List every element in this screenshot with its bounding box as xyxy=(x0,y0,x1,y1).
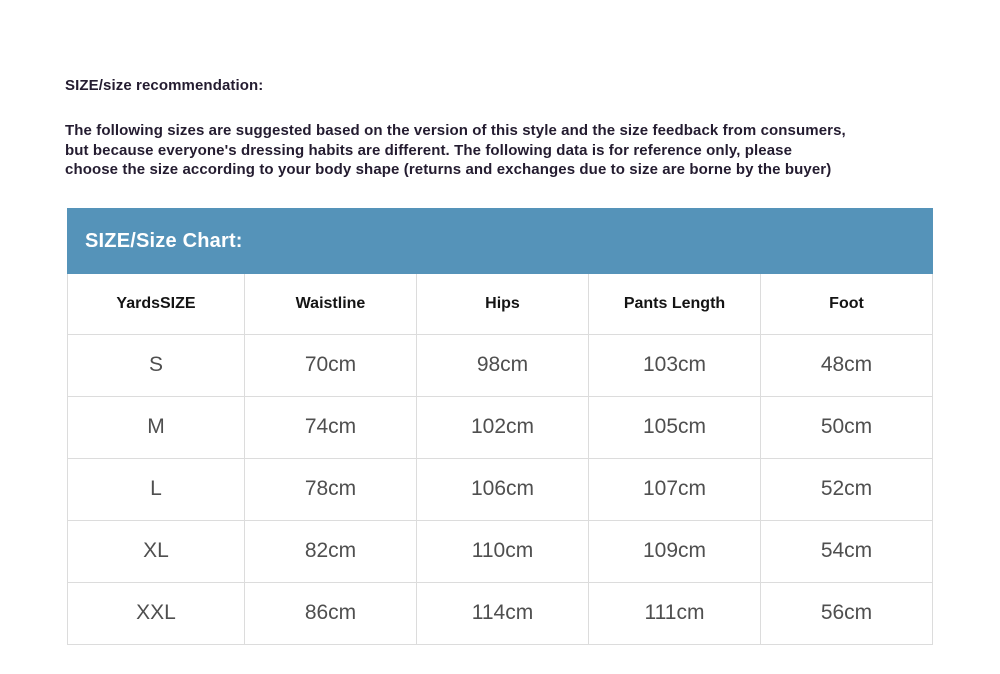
cell-pants-length: 107cm xyxy=(589,458,761,520)
table-row-xxl xyxy=(68,582,933,644)
table-row-m xyxy=(68,396,933,458)
cell-hips: 102cm xyxy=(417,396,589,458)
size-chart-section xyxy=(67,208,933,645)
cell-pants-length: 109cm xyxy=(589,520,761,582)
cell-waistline: 86cm xyxy=(245,582,417,644)
size-chart-title: SIZE/Size Chart: xyxy=(85,229,243,252)
cell-pants-length: 111cm xyxy=(589,582,761,644)
cell-hips: 106cm xyxy=(417,458,589,520)
size-note-line: choose the size according to your body shape (returns and exchanges due to size are borne by the buyer) xyxy=(65,161,832,178)
cell-size: M xyxy=(68,396,245,458)
cell-size: L xyxy=(68,458,245,520)
cell-foot: 54cm xyxy=(761,520,933,582)
column-header-hips: Hips xyxy=(417,274,589,334)
column-header-pants-length: Pants Length xyxy=(589,274,761,334)
cell-hips: 110cm xyxy=(417,520,589,582)
size-note-line: The following sizes are suggested based on the version of this style and the size feedback from consumers, xyxy=(65,122,846,139)
cell-waistline: 74cm xyxy=(245,396,417,458)
size-chart-header-bar xyxy=(67,208,933,274)
cell-hips: 114cm xyxy=(417,582,589,644)
size-note xyxy=(65,121,945,180)
cell-foot: 50cm xyxy=(761,396,933,458)
cell-waistline: 78cm xyxy=(245,458,417,520)
table-row-l xyxy=(68,458,933,520)
column-header-foot: Foot xyxy=(761,274,933,334)
column-header-waistline: Waistline xyxy=(245,274,417,334)
cell-pants-length: 105cm xyxy=(589,396,761,458)
size-table-header-row xyxy=(68,274,933,334)
cell-waistline: 82cm xyxy=(245,520,417,582)
size-table xyxy=(67,274,933,645)
size-note-line: but because everyone's dressing habits are different. The following data is for reference only, please xyxy=(65,141,793,159)
cell-hips: 98cm xyxy=(417,334,589,396)
cell-pants-length: 103cm xyxy=(589,334,761,396)
cell-foot: 56cm xyxy=(761,582,933,644)
cell-size: S xyxy=(68,334,245,396)
column-header-yards-size: YardsSIZE xyxy=(68,274,245,334)
table-row-xl xyxy=(68,520,933,582)
page-title: SIZE/size recommendation: xyxy=(65,77,264,94)
cell-size: XL xyxy=(68,520,245,582)
cell-waistline: 70cm xyxy=(245,334,417,396)
table-row-s xyxy=(68,334,933,396)
cell-foot: 52cm xyxy=(761,458,933,520)
cell-size: XXL xyxy=(68,582,245,644)
cell-foot: 48cm xyxy=(761,334,933,396)
